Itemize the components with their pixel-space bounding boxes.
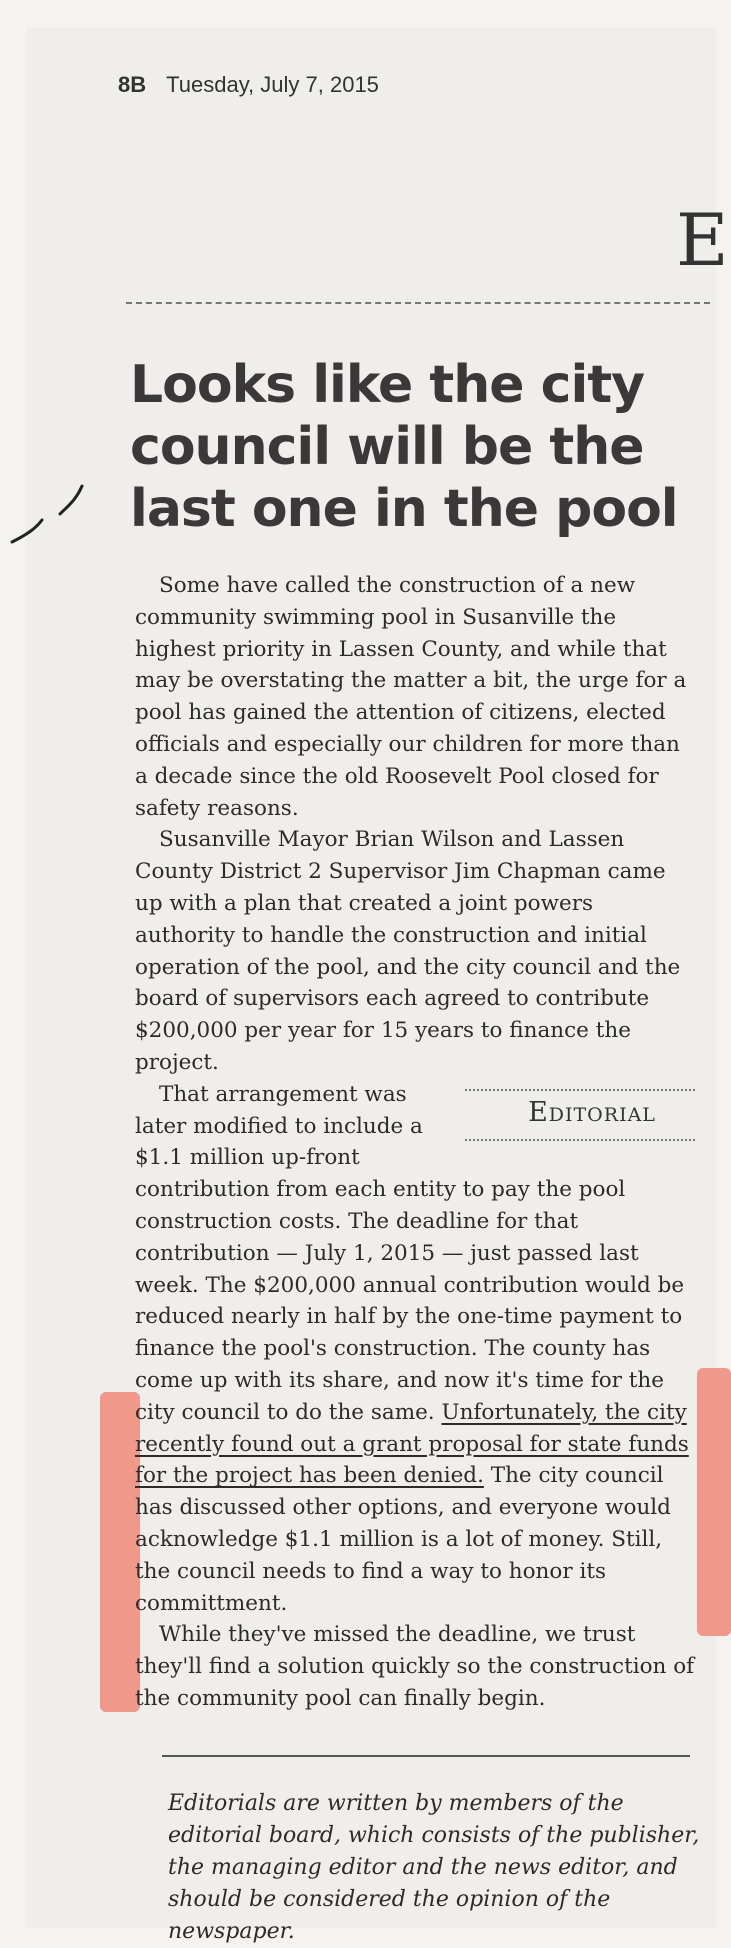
headline: Looks like the city council will be the last one in the pool — [130, 355, 678, 539]
editorial-label: Editorial — [465, 1089, 695, 1141]
bottom-divider — [162, 1755, 690, 1757]
issue-date: Tuesday, July 7, 2015 — [166, 72, 379, 97]
page-folio — [118, 72, 379, 98]
highlighter-mark-left — [100, 1392, 140, 1712]
paragraph: Some have called the construction of a new community swimming pool in Susanville the highest priority in Lassen County, and while that may be overstating the matter a bit, the urge for a pool has gained the attention of citizens, elected officials and especially our children for more than a decade since the old Roosevelt Pool closed for safety reasons. — [135, 573, 687, 821]
paragraph-text: The city council has discussed other options, and everyone would acknowledge $1.1 million is a lot of money. Still, the council needs to find a way to honor its committment. — [135, 1463, 671, 1616]
article-body — [135, 570, 695, 1715]
paragraph — [135, 1079, 695, 1620]
top-divider — [126, 302, 710, 304]
paragraph: While they've missed the deadline, we trust they'll find a solution quickly so the construction of the community pool can finally begin. — [135, 1622, 695, 1711]
page-number: 8B — [118, 72, 147, 97]
highlighter-mark-right — [697, 1368, 731, 1636]
paragraph-text: That arrangement was later modified to include a $1.1 million up-front contribution from each entity to pay the pool construction costs. The deadline for that contribution — July 1, 2015 — just passed last week. The $200,000 annual contribution would be reduced nearly in half by the one-time payment to finance the pool's construction. The county has come up with its share, and now it's time for the city council to do the same. — [135, 1081, 685, 1425]
paragraph: Susanville Mayor Brian Wilson and Lassen County District 2 Supervisor Jim Chapman came up with a plan that created a joint powers authority to handle the construction and initial operation of the pool, and the city council and the board of supervisors each agreed to contribute $200,000 per year for 15 years to finance the project. — [135, 827, 681, 1075]
editorial-disclaimer: Editorials are written by members of the editorial board, which consists of the publisher, the managing editor and the news editor, and should be considered the opinion of the newspaper. — [168, 1791, 700, 1944]
underlined-passage: Unfortunately, the city recently found out a grant proposal for state funds for the project has been denied. — [135, 1399, 689, 1489]
nameplate-fragment: E — [676, 198, 729, 282]
pen-mark-icon — [8, 480, 88, 550]
